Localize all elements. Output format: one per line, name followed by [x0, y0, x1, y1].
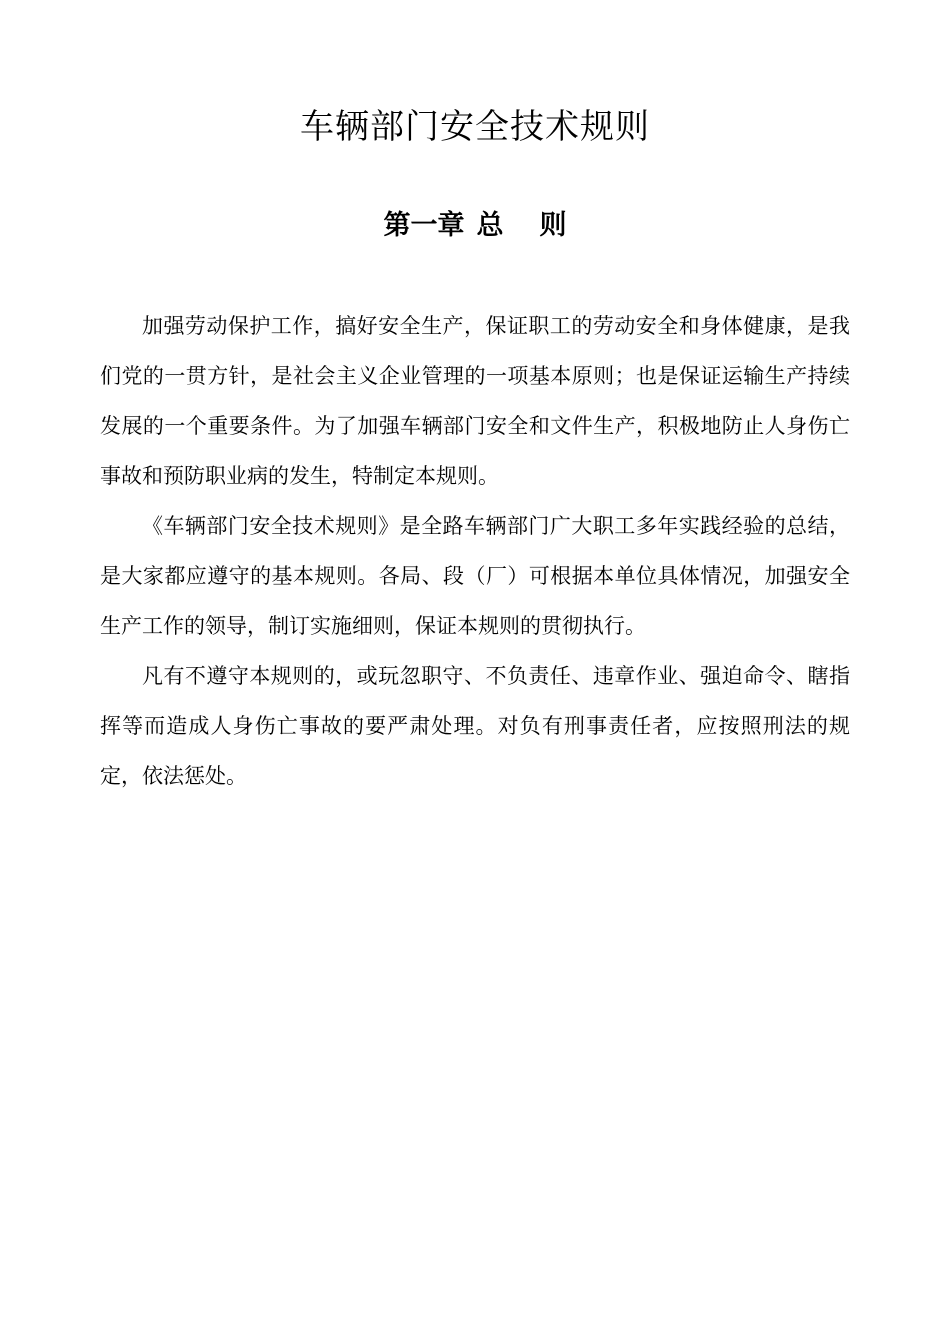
paragraph-2: 《车辆部门安全技术规则》是全路车辆部门广大职工多年实践经验的总结，是大家都应遵守的基本规则。各局、段（厂）可根据本单位具体情况，加强安全生产工作的领导，制订实施细则，保证本规则的贯彻执行。	[100, 514, 850, 638]
document-title: 车辆部门安全技术规则	[300, 107, 650, 147]
document-body	[100, 301, 850, 801]
chapter-number: 第一章	[383, 210, 465, 241]
chapter-name-second: 则	[539, 210, 567, 241]
chapter-heading	[0, 204, 950, 248]
paragraph-1: 加强劳动保护工作，搞好安全生产，保证职工的劳动安全和身体健康，是我们党的一贯方针，是社会主义企业管理的一项基本原则；也是保证运输生产持续发展的一个重要条件。为了加强车辆部门安全和文件生产，积极地防止人身伤亡事故和预防职业病的发生，特制定本规则。	[100, 314, 850, 488]
paragraph-3: 凡有不遵守本规则的，或玩忽职守、不负责任、违章作业、强迫命令、瞎指挥等而造成人身伤亡事故的要严肃处理。对负有刑事责任者，应按照刑法的规定，依法惩处。	[100, 664, 850, 788]
chapter-name-first: 总	[476, 210, 504, 241]
